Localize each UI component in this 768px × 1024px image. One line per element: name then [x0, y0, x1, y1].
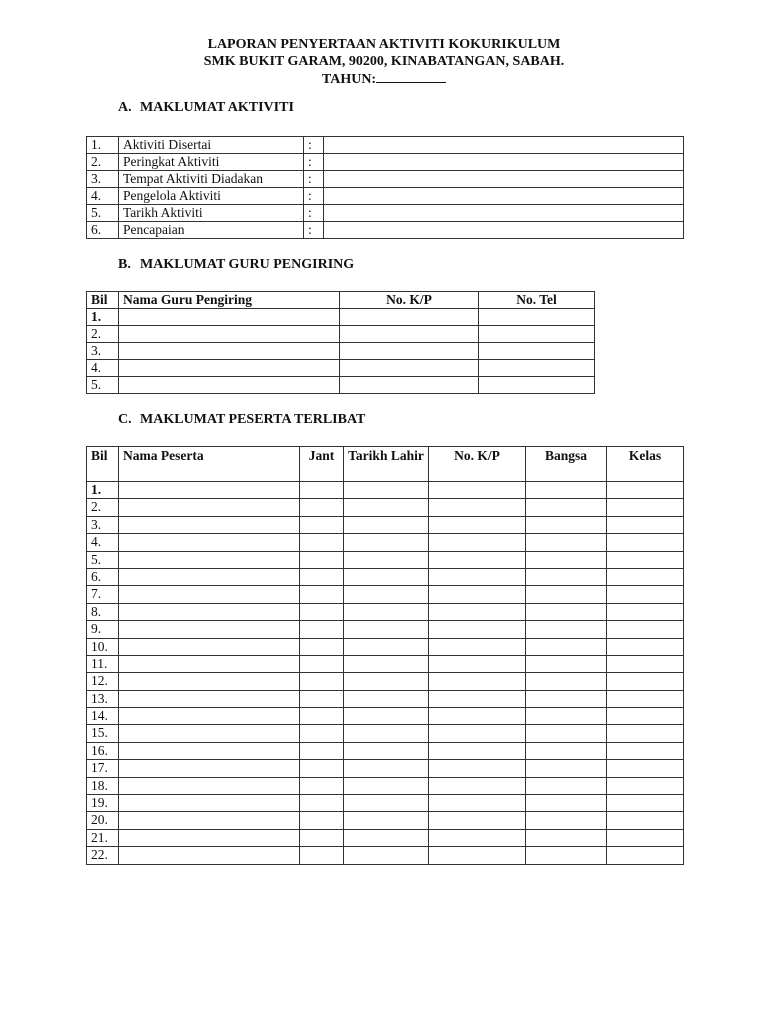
- blank-cell[interactable]: [119, 603, 300, 620]
- col-teacher-name: Nama Guru Pengiring: [119, 292, 340, 309]
- row-number: 17.: [87, 760, 119, 777]
- section-b-letter: B.: [118, 257, 131, 272]
- participant-row: [87, 638, 684, 655]
- blank-cell[interactable]: [526, 499, 607, 516]
- blank-cell[interactable]: [429, 568, 526, 585]
- blank-cell[interactable]: [479, 326, 595, 343]
- blank-cell[interactable]: [344, 829, 429, 846]
- blank-cell[interactable]: [429, 829, 526, 846]
- blank-cell[interactable]: [526, 603, 607, 620]
- participant-row: [87, 551, 684, 568]
- participant-row: [87, 708, 684, 725]
- blank-cell[interactable]: [344, 586, 429, 603]
- blank-cell[interactable]: [526, 621, 607, 638]
- section-c-heading: [118, 412, 365, 428]
- activity-row: [87, 154, 684, 171]
- row-number: 14.: [87, 708, 119, 725]
- blank-cell[interactable]: [119, 638, 300, 655]
- row-number: 1.: [87, 309, 119, 326]
- row-number: 5.: [87, 377, 119, 394]
- blank-cell[interactable]: [607, 638, 684, 655]
- blank-cell[interactable]: [526, 534, 607, 551]
- blank-cell[interactable]: [119, 568, 300, 585]
- row-number: 3.: [87, 516, 119, 533]
- blank-cell[interactable]: [526, 760, 607, 777]
- blank-cell[interactable]: [119, 499, 300, 516]
- blank-cell[interactable]: [119, 551, 300, 568]
- blank-cell[interactable]: [526, 516, 607, 533]
- field-value-input[interactable]: [324, 222, 684, 239]
- blank-cell[interactable]: [607, 690, 684, 707]
- blank-cell[interactable]: [607, 499, 684, 516]
- blank-cell[interactable]: [429, 586, 526, 603]
- blank-cell[interactable]: [300, 568, 344, 585]
- blank-cell[interactable]: [429, 708, 526, 725]
- teacher-row: [87, 309, 595, 326]
- blank-cell[interactable]: [119, 586, 300, 603]
- row-number: 5.: [87, 551, 119, 568]
- blank-cell[interactable]: [300, 516, 344, 533]
- field-value-input[interactable]: [324, 171, 684, 188]
- col-bil: Bil: [87, 447, 119, 482]
- teacher-table: [86, 291, 595, 394]
- row-number: 2.: [87, 154, 119, 171]
- section-b-title: MAKLUMAT GURU PENGIRING: [140, 257, 355, 272]
- blank-cell[interactable]: [344, 673, 429, 690]
- blank-cell[interactable]: [429, 638, 526, 655]
- blank-cell[interactable]: [119, 760, 300, 777]
- blank-cell[interactable]: [526, 725, 607, 742]
- row-number: 6.: [87, 568, 119, 585]
- blank-cell[interactable]: [119, 655, 300, 672]
- blank-cell[interactable]: [526, 847, 607, 864]
- blank-cell[interactable]: [607, 742, 684, 759]
- blank-cell[interactable]: [344, 603, 429, 620]
- participant-row: [87, 847, 684, 864]
- participant-row: [87, 673, 684, 690]
- field-value-input[interactable]: [324, 205, 684, 222]
- participant-table-header: [87, 447, 684, 482]
- blank-cell[interactable]: [300, 673, 344, 690]
- section-a-letter: A.: [118, 100, 132, 115]
- blank-cell[interactable]: [119, 847, 300, 864]
- blank-cell[interactable]: [607, 829, 684, 846]
- field-label: Peringkat Aktiviti: [119, 154, 304, 171]
- row-number: 15.: [87, 725, 119, 742]
- row-number: 20.: [87, 812, 119, 829]
- blank-cell[interactable]: [526, 812, 607, 829]
- blank-cell[interactable]: [300, 499, 344, 516]
- colon-separator: :: [304, 154, 324, 171]
- blank-cell[interactable]: [300, 760, 344, 777]
- blank-cell[interactable]: [429, 690, 526, 707]
- blank-cell[interactable]: [344, 777, 429, 794]
- participant-row: [87, 742, 684, 759]
- teacher-row: [87, 326, 595, 343]
- blank-cell[interactable]: [526, 482, 607, 499]
- blank-cell[interactable]: [300, 551, 344, 568]
- col-ic-number: No. K/P: [429, 447, 526, 482]
- activity-info-table: [86, 136, 684, 239]
- blank-cell[interactable]: [300, 742, 344, 759]
- blank-cell[interactable]: [479, 377, 595, 394]
- blank-cell[interactable]: [607, 777, 684, 794]
- blank-cell[interactable]: [119, 360, 340, 377]
- participant-row: [87, 499, 684, 516]
- blank-cell[interactable]: [344, 482, 429, 499]
- row-number: 11.: [87, 655, 119, 672]
- blank-cell[interactable]: [526, 586, 607, 603]
- blank-cell[interactable]: [429, 516, 526, 533]
- field-label: Tempat Aktiviti Diadakan: [119, 171, 304, 188]
- blank-cell[interactable]: [526, 568, 607, 585]
- blank-cell[interactable]: [429, 482, 526, 499]
- blank-cell[interactable]: [429, 725, 526, 742]
- blank-cell[interactable]: [526, 655, 607, 672]
- colon-separator: :: [304, 222, 324, 239]
- blank-cell[interactable]: [344, 795, 429, 812]
- section-a-heading: [118, 100, 294, 116]
- colon-separator: :: [304, 205, 324, 222]
- blank-cell[interactable]: [607, 586, 684, 603]
- blank-cell[interactable]: [344, 568, 429, 585]
- row-number: 2.: [87, 326, 119, 343]
- blank-cell[interactable]: [607, 795, 684, 812]
- year-field: [0, 70, 768, 88]
- blank-cell[interactable]: [119, 795, 300, 812]
- blank-cell[interactable]: [607, 655, 684, 672]
- participant-row: [87, 603, 684, 620]
- row-number: 16.: [87, 742, 119, 759]
- blank-cell[interactable]: [300, 621, 344, 638]
- row-number: 12.: [87, 673, 119, 690]
- blank-cell[interactable]: [300, 603, 344, 620]
- blank-cell[interactable]: [119, 482, 300, 499]
- participant-row: [87, 690, 684, 707]
- blank-cell[interactable]: [344, 621, 429, 638]
- col-ic-number: No. K/P: [340, 292, 479, 309]
- row-number: 1.: [87, 482, 119, 499]
- row-number: 3.: [87, 171, 119, 188]
- blank-cell[interactable]: [344, 551, 429, 568]
- col-gender: Jant: [300, 447, 344, 482]
- teacher-row: [87, 360, 595, 377]
- col-class: Kelas: [607, 447, 684, 482]
- blank-cell[interactable]: [340, 360, 479, 377]
- blank-cell[interactable]: [526, 708, 607, 725]
- teacher-table-header: [87, 292, 595, 309]
- blank-cell[interactable]: [119, 742, 300, 759]
- blank-cell[interactable]: [607, 568, 684, 585]
- row-number: 4.: [87, 188, 119, 205]
- blank-cell[interactable]: [526, 777, 607, 794]
- blank-cell[interactable]: [526, 829, 607, 846]
- row-number: 9.: [87, 621, 119, 638]
- report-title: LAPORAN PENYERTAAN AKTIVITI KOKURIKULUM: [207, 37, 561, 52]
- blank-cell[interactable]: [429, 655, 526, 672]
- participant-row: [87, 586, 684, 603]
- blank-cell[interactable]: [119, 708, 300, 725]
- row-number: 4.: [87, 534, 119, 551]
- blank-cell[interactable]: [607, 551, 684, 568]
- blank-cell[interactable]: [344, 516, 429, 533]
- blank-cell[interactable]: [300, 586, 344, 603]
- blank-cell[interactable]: [300, 812, 344, 829]
- section-a-title: MAKLUMAT AKTIVITI: [140, 100, 294, 115]
- participant-row: [87, 725, 684, 742]
- row-number: 7.: [87, 586, 119, 603]
- participant-row: [87, 482, 684, 499]
- blank-cell[interactable]: [344, 847, 429, 864]
- participant-row: [87, 777, 684, 794]
- document-header: [0, 36, 768, 88]
- activity-row: [87, 171, 684, 188]
- blank-cell[interactable]: [607, 516, 684, 533]
- blank-cell[interactable]: [344, 812, 429, 829]
- blank-cell[interactable]: [344, 534, 429, 551]
- blank-cell[interactable]: [344, 655, 429, 672]
- row-number: 6.: [87, 222, 119, 239]
- blank-cell[interactable]: [344, 690, 429, 707]
- field-value-input[interactable]: [324, 188, 684, 205]
- blank-cell[interactable]: [526, 673, 607, 690]
- activity-row: [87, 205, 684, 222]
- blank-cell[interactable]: [344, 638, 429, 655]
- blank-cell[interactable]: [429, 847, 526, 864]
- blank-cell[interactable]: [429, 551, 526, 568]
- row-number: 3.: [87, 343, 119, 360]
- blank-cell[interactable]: [340, 326, 479, 343]
- blank-cell[interactable]: [300, 655, 344, 672]
- col-phone: No. Tel: [479, 292, 595, 309]
- blank-cell[interactable]: [300, 534, 344, 551]
- year-blank[interactable]: [376, 70, 446, 83]
- blank-cell[interactable]: [479, 309, 595, 326]
- teacher-row: [87, 343, 595, 360]
- colon-separator: :: [304, 171, 324, 188]
- blank-cell[interactable]: [429, 777, 526, 794]
- participant-row: [87, 829, 684, 846]
- blank-cell[interactable]: [300, 690, 344, 707]
- blank-cell[interactable]: [429, 499, 526, 516]
- blank-cell[interactable]: [344, 708, 429, 725]
- blank-cell[interactable]: [340, 377, 479, 394]
- blank-cell[interactable]: [479, 360, 595, 377]
- row-number: 21.: [87, 829, 119, 846]
- row-number: 4.: [87, 360, 119, 377]
- blank-cell[interactable]: [429, 673, 526, 690]
- section-c-letter: C.: [118, 412, 132, 427]
- blank-cell[interactable]: [607, 725, 684, 742]
- blank-cell[interactable]: [607, 708, 684, 725]
- blank-cell[interactable]: [340, 309, 479, 326]
- blank-cell[interactable]: [300, 777, 344, 794]
- blank-cell[interactable]: [119, 516, 300, 533]
- blank-cell[interactable]: [607, 847, 684, 864]
- field-label: Tarikh Aktiviti: [119, 205, 304, 222]
- blank-cell[interactable]: [526, 795, 607, 812]
- school-name: SMK BUKIT GARAM, 90200, KINABATANGAN, SABAH.: [203, 54, 565, 69]
- blank-cell[interactable]: [300, 829, 344, 846]
- field-label: Aktiviti Disertai: [119, 137, 304, 154]
- row-number: 13.: [87, 690, 119, 707]
- row-number: 10.: [87, 638, 119, 655]
- blank-cell[interactable]: [119, 326, 340, 343]
- row-number: 18.: [87, 777, 119, 794]
- field-value-input[interactable]: [324, 154, 684, 171]
- teacher-row: [87, 377, 595, 394]
- blank-cell[interactable]: [479, 343, 595, 360]
- blank-cell[interactable]: [344, 499, 429, 516]
- row-number: 22.: [87, 847, 119, 864]
- participant-row: [87, 760, 684, 777]
- field-label: Pencapaian: [119, 222, 304, 239]
- section-b-heading: [118, 257, 354, 273]
- col-bil: Bil: [87, 292, 119, 309]
- blank-cell[interactable]: [429, 795, 526, 812]
- blank-cell[interactable]: [300, 482, 344, 499]
- blank-cell[interactable]: [344, 742, 429, 759]
- blank-cell[interactable]: [526, 638, 607, 655]
- blank-cell[interactable]: [429, 742, 526, 759]
- blank-cell[interactable]: [119, 309, 340, 326]
- blank-cell[interactable]: [607, 812, 684, 829]
- blank-cell[interactable]: [526, 551, 607, 568]
- col-participant-name: Nama Peserta: [119, 447, 300, 482]
- row-number: 8.: [87, 603, 119, 620]
- blank-cell[interactable]: [300, 795, 344, 812]
- blank-cell[interactable]: [607, 482, 684, 499]
- blank-cell[interactable]: [119, 829, 300, 846]
- blank-cell[interactable]: [300, 638, 344, 655]
- participant-row: [87, 568, 684, 585]
- blank-cell[interactable]: [119, 621, 300, 638]
- blank-cell[interactable]: [607, 673, 684, 690]
- colon-separator: :: [304, 188, 324, 205]
- row-number: 1.: [87, 137, 119, 154]
- blank-cell[interactable]: [429, 621, 526, 638]
- blank-cell[interactable]: [119, 343, 340, 360]
- blank-cell[interactable]: [344, 760, 429, 777]
- row-number: 5.: [87, 205, 119, 222]
- activity-row: [87, 222, 684, 239]
- participant-row: [87, 795, 684, 812]
- activity-row: [87, 137, 684, 154]
- blank-cell[interactable]: [119, 673, 300, 690]
- row-number: 19.: [87, 795, 119, 812]
- blank-cell[interactable]: [607, 621, 684, 638]
- blank-cell[interactable]: [607, 760, 684, 777]
- blank-cell[interactable]: [340, 343, 479, 360]
- colon-separator: :: [304, 137, 324, 154]
- participant-row: [87, 516, 684, 533]
- field-label: Pengelola Aktiviti: [119, 188, 304, 205]
- section-c-title: MAKLUMAT PESERTA TERLIBAT: [140, 412, 366, 427]
- participant-row: [87, 812, 684, 829]
- participant-row: [87, 655, 684, 672]
- blank-cell[interactable]: [429, 603, 526, 620]
- blank-cell[interactable]: [429, 760, 526, 777]
- blank-cell[interactable]: [119, 534, 300, 551]
- blank-cell[interactable]: [119, 377, 340, 394]
- blank-cell[interactable]: [300, 708, 344, 725]
- blank-cell[interactable]: [300, 725, 344, 742]
- activity-row: [87, 188, 684, 205]
- blank-cell[interactable]: [119, 725, 300, 742]
- blank-cell[interactable]: [526, 690, 607, 707]
- field-value-input[interactable]: [324, 137, 684, 154]
- row-number: 2.: [87, 499, 119, 516]
- blank-cell[interactable]: [119, 812, 300, 829]
- participant-row: [87, 621, 684, 638]
- year-label: TAHUN:: [321, 72, 377, 87]
- blank-cell[interactable]: [344, 725, 429, 742]
- col-birth-date: Tarikh Lahir: [344, 447, 429, 482]
- blank-cell[interactable]: [526, 742, 607, 759]
- participant-row: [87, 534, 684, 551]
- blank-cell[interactable]: [119, 777, 300, 794]
- blank-cell[interactable]: [429, 534, 526, 551]
- participant-table: [86, 446, 684, 865]
- blank-cell[interactable]: [607, 534, 684, 551]
- blank-cell[interactable]: [429, 812, 526, 829]
- col-race: Bangsa: [526, 447, 607, 482]
- blank-cell[interactable]: [300, 847, 344, 864]
- blank-cell[interactable]: [119, 690, 300, 707]
- blank-cell[interactable]: [607, 603, 684, 620]
